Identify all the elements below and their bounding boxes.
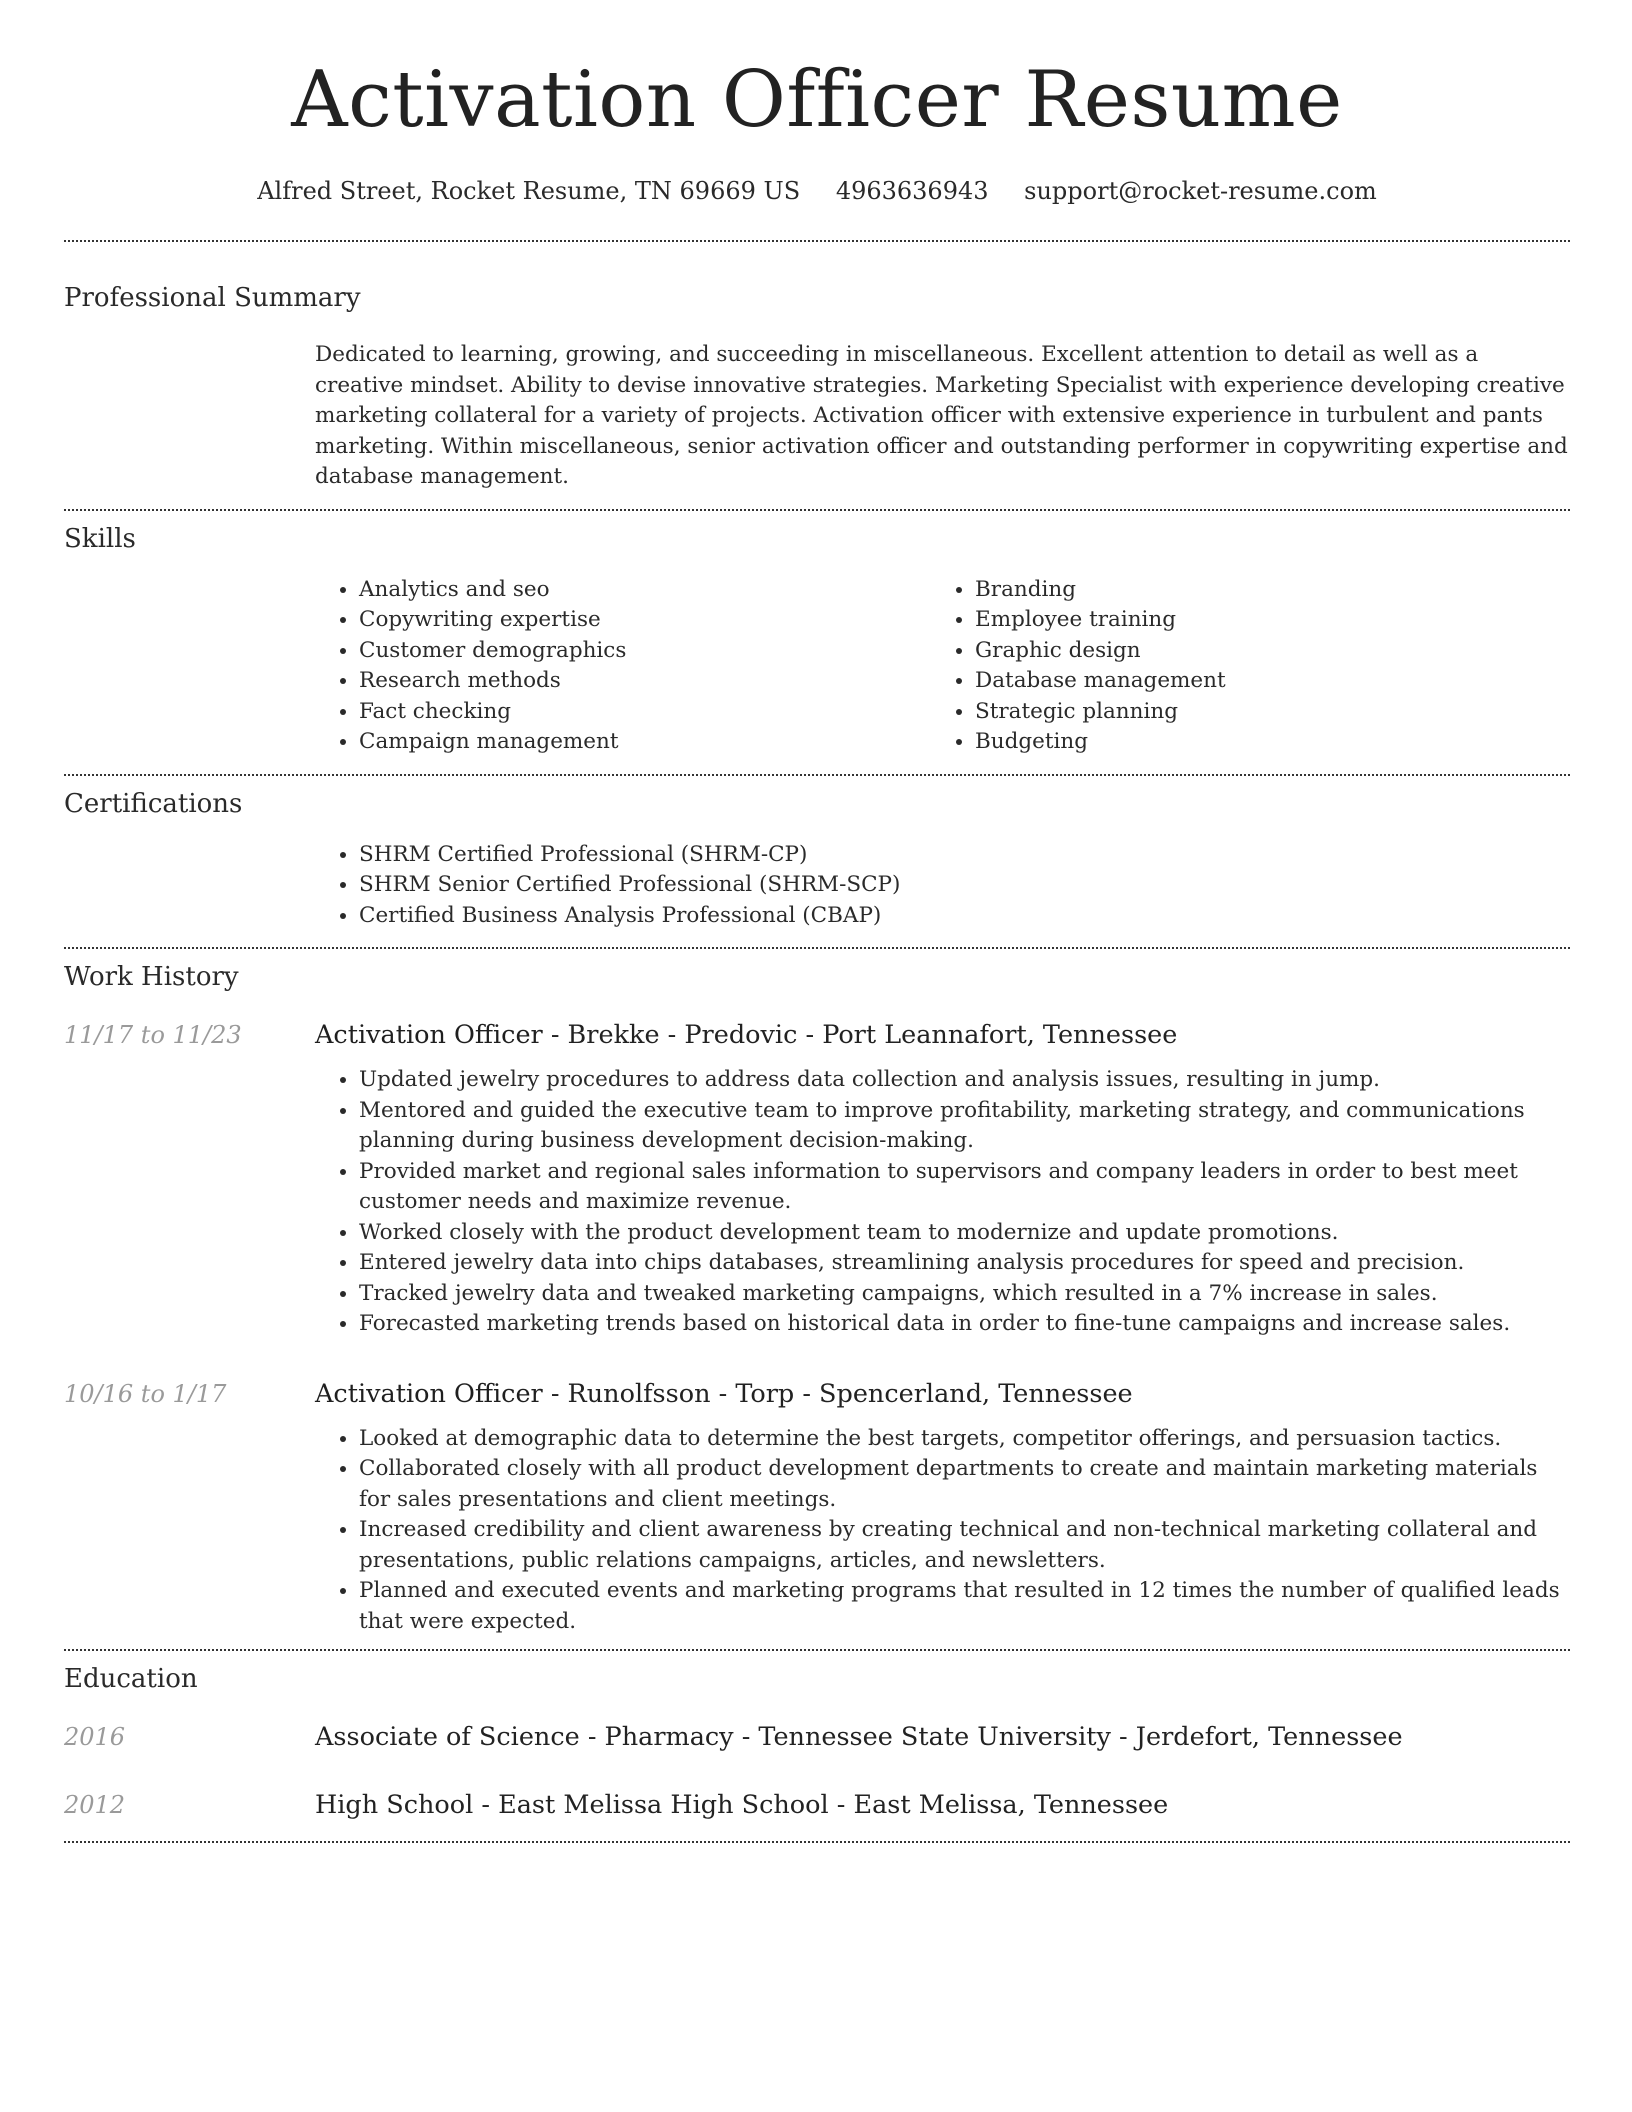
skill-item: • Budgeting [975,727,1547,758]
job-bullet: • Worked closely with the product development team to modernize and update promotions. [359,1218,1570,1249]
certifications-content [315,820,1570,948]
education-section [64,1651,1570,1841]
job-bullet: • Tracked jewelry data and tweaked marketing campaigns, which resulted in a 7% increase in sales. [359,1279,1570,1310]
skill-item: • Research methods [359,666,931,697]
skill-item: • Campaign management [359,727,931,758]
skills-columns [315,555,1570,774]
skills-section [64,511,1570,774]
job-bullet: • Entered jewelry data into chips databases, streamlining analysis procedures for speed and precision. [359,1248,1570,1279]
education-year: 2016 [64,1723,126,1751]
skills-column-right [931,575,1547,758]
education-entry [64,1789,1570,1821]
section-heading-work-history: Work History [64,962,239,992]
skill-item: • Customer demographics [359,636,931,667]
contact-line [64,176,1570,206]
contact-email: support@rocket-resume.com [1024,177,1377,205]
spacer [64,1821,1570,1841]
education-details: - Pharmacy - Tennessee State University - Jerdefort, Tennessee [579,1722,1403,1752]
skill-item: • Copywriting expertise [359,605,931,636]
certification-item: • SHRM Certified Professional (SHRM-CP) [359,840,1570,871]
job-details: - Brekke - Predovic - Port Leannafort, Tennessee [542,1020,1178,1050]
job-dates: 11/17 to 11/23 [64,1021,242,1049]
job-bullet: • Updated jewelry procedures to address data collection and analysis issues, resulting in jump. [359,1065,1570,1096]
skills-column-left [315,575,931,758]
divider [64,1841,1570,1843]
skill-item: • Graphic design [975,636,1547,667]
summary-text: Dedicated to learning, growing, and succeeding in miscellaneous. Excellent attention to detail as well as a creative mindset. Ability to devise innovative strategies. Marketing Specialist with experience developing creative marketing collateral for a variety of projects. Activation officer with extensive experience in turbulent and pants marketing. Within miscellaneous, senior activation officer and outstanding performer in copywriting expertise and database management. [315,342,1568,489]
job-heading [315,1019,1570,1051]
job-bullet: • Increased credibility and client awareness by creating technical and non-technical marketing collateral and presentations, public relations campaigns, articles, and newsletters. [359,1515,1570,1576]
skills-list-right [931,575,1547,758]
job-bullet: • Collaborated closely with all product development departments to create and maintain marketing materials for sales presentations and client meetings. [359,1454,1570,1515]
education-year: 2012 [64,1791,126,1819]
skill-item: • Branding [975,575,1547,606]
section-heading-skills: Skills [64,523,136,554]
job-details: - Runolfsson - Torp - Spencerland, Tennessee [542,1378,1133,1409]
section-heading-certifications: Certifications [64,788,243,819]
education-heading [315,1789,1570,1821]
skill-item: • Employee training [975,605,1547,636]
job-bullet: • Mentored and guided the executive team to improve profitability, marketing strategy, and communications planning during business development decision-making. [359,1096,1570,1157]
certification-item: • SHRM Senior Certified Professional (SHRM-SCP) [359,870,1570,901]
skills-list-left [315,575,931,758]
job-heading [315,1378,1570,1410]
skill-item: • Strategic planning [975,697,1547,728]
job-content [315,1051,1570,1340]
certifications-list [315,840,1570,932]
skill-item: • Fact checking [359,697,931,728]
job-dates: 10/16 to 1/17 [64,1379,227,1408]
job-content [315,1410,1570,1650]
certification-item: • Certified Business Analysis Professional (CBAP) [359,901,1570,932]
summary-section [64,242,1570,509]
education-entry [64,1721,1570,1753]
work-history-section [64,949,1570,1649]
certifications-section [64,776,1570,948]
job-bullet: • Forecasted marketing trends based on historical data in order to fine-tune campaigns and increase sales. [359,1309,1570,1340]
job-bullet: • Looked at demographic data to determine the best targets, competitor offerings, and persuasion tactics. [359,1424,1570,1455]
skill-item: • Database management [975,666,1547,697]
job-bullets [315,1065,1570,1340]
contact-address: Alfred Street, Rocket Resume, TN 69669 US [257,177,801,205]
education-degree: Associate of Science [315,1722,580,1752]
skill-item: • Analytics and seo [359,575,931,606]
education-degree: High School [315,1790,474,1820]
section-heading-education: Education [64,1664,198,1694]
job-bullet: • Provided market and regional sales information to supervisors and company leaders in order to best meet customer needs and maximize revenue. [359,1157,1570,1218]
job-title: Activation Officer [315,1378,543,1409]
job-entry [64,1019,1570,1340]
contact-phone: 4963636943 [835,177,989,205]
job-title: Activation Officer [315,1020,543,1050]
resume-body [64,0,1570,1843]
job-entry [64,1378,1570,1650]
job-bullet: • Planned and executed events and marketing programs that resulted in 12 times the number of qualified leads that were expected. [359,1576,1570,1637]
resume-title: Activation Officer Resume [291,55,1343,145]
section-heading-summary: Professional Summary [64,283,361,313]
education-heading [315,1721,1570,1753]
education-details: - East Melissa High School - East Melissa, Tennessee [473,1790,1169,1820]
job-bullets [315,1424,1570,1638]
